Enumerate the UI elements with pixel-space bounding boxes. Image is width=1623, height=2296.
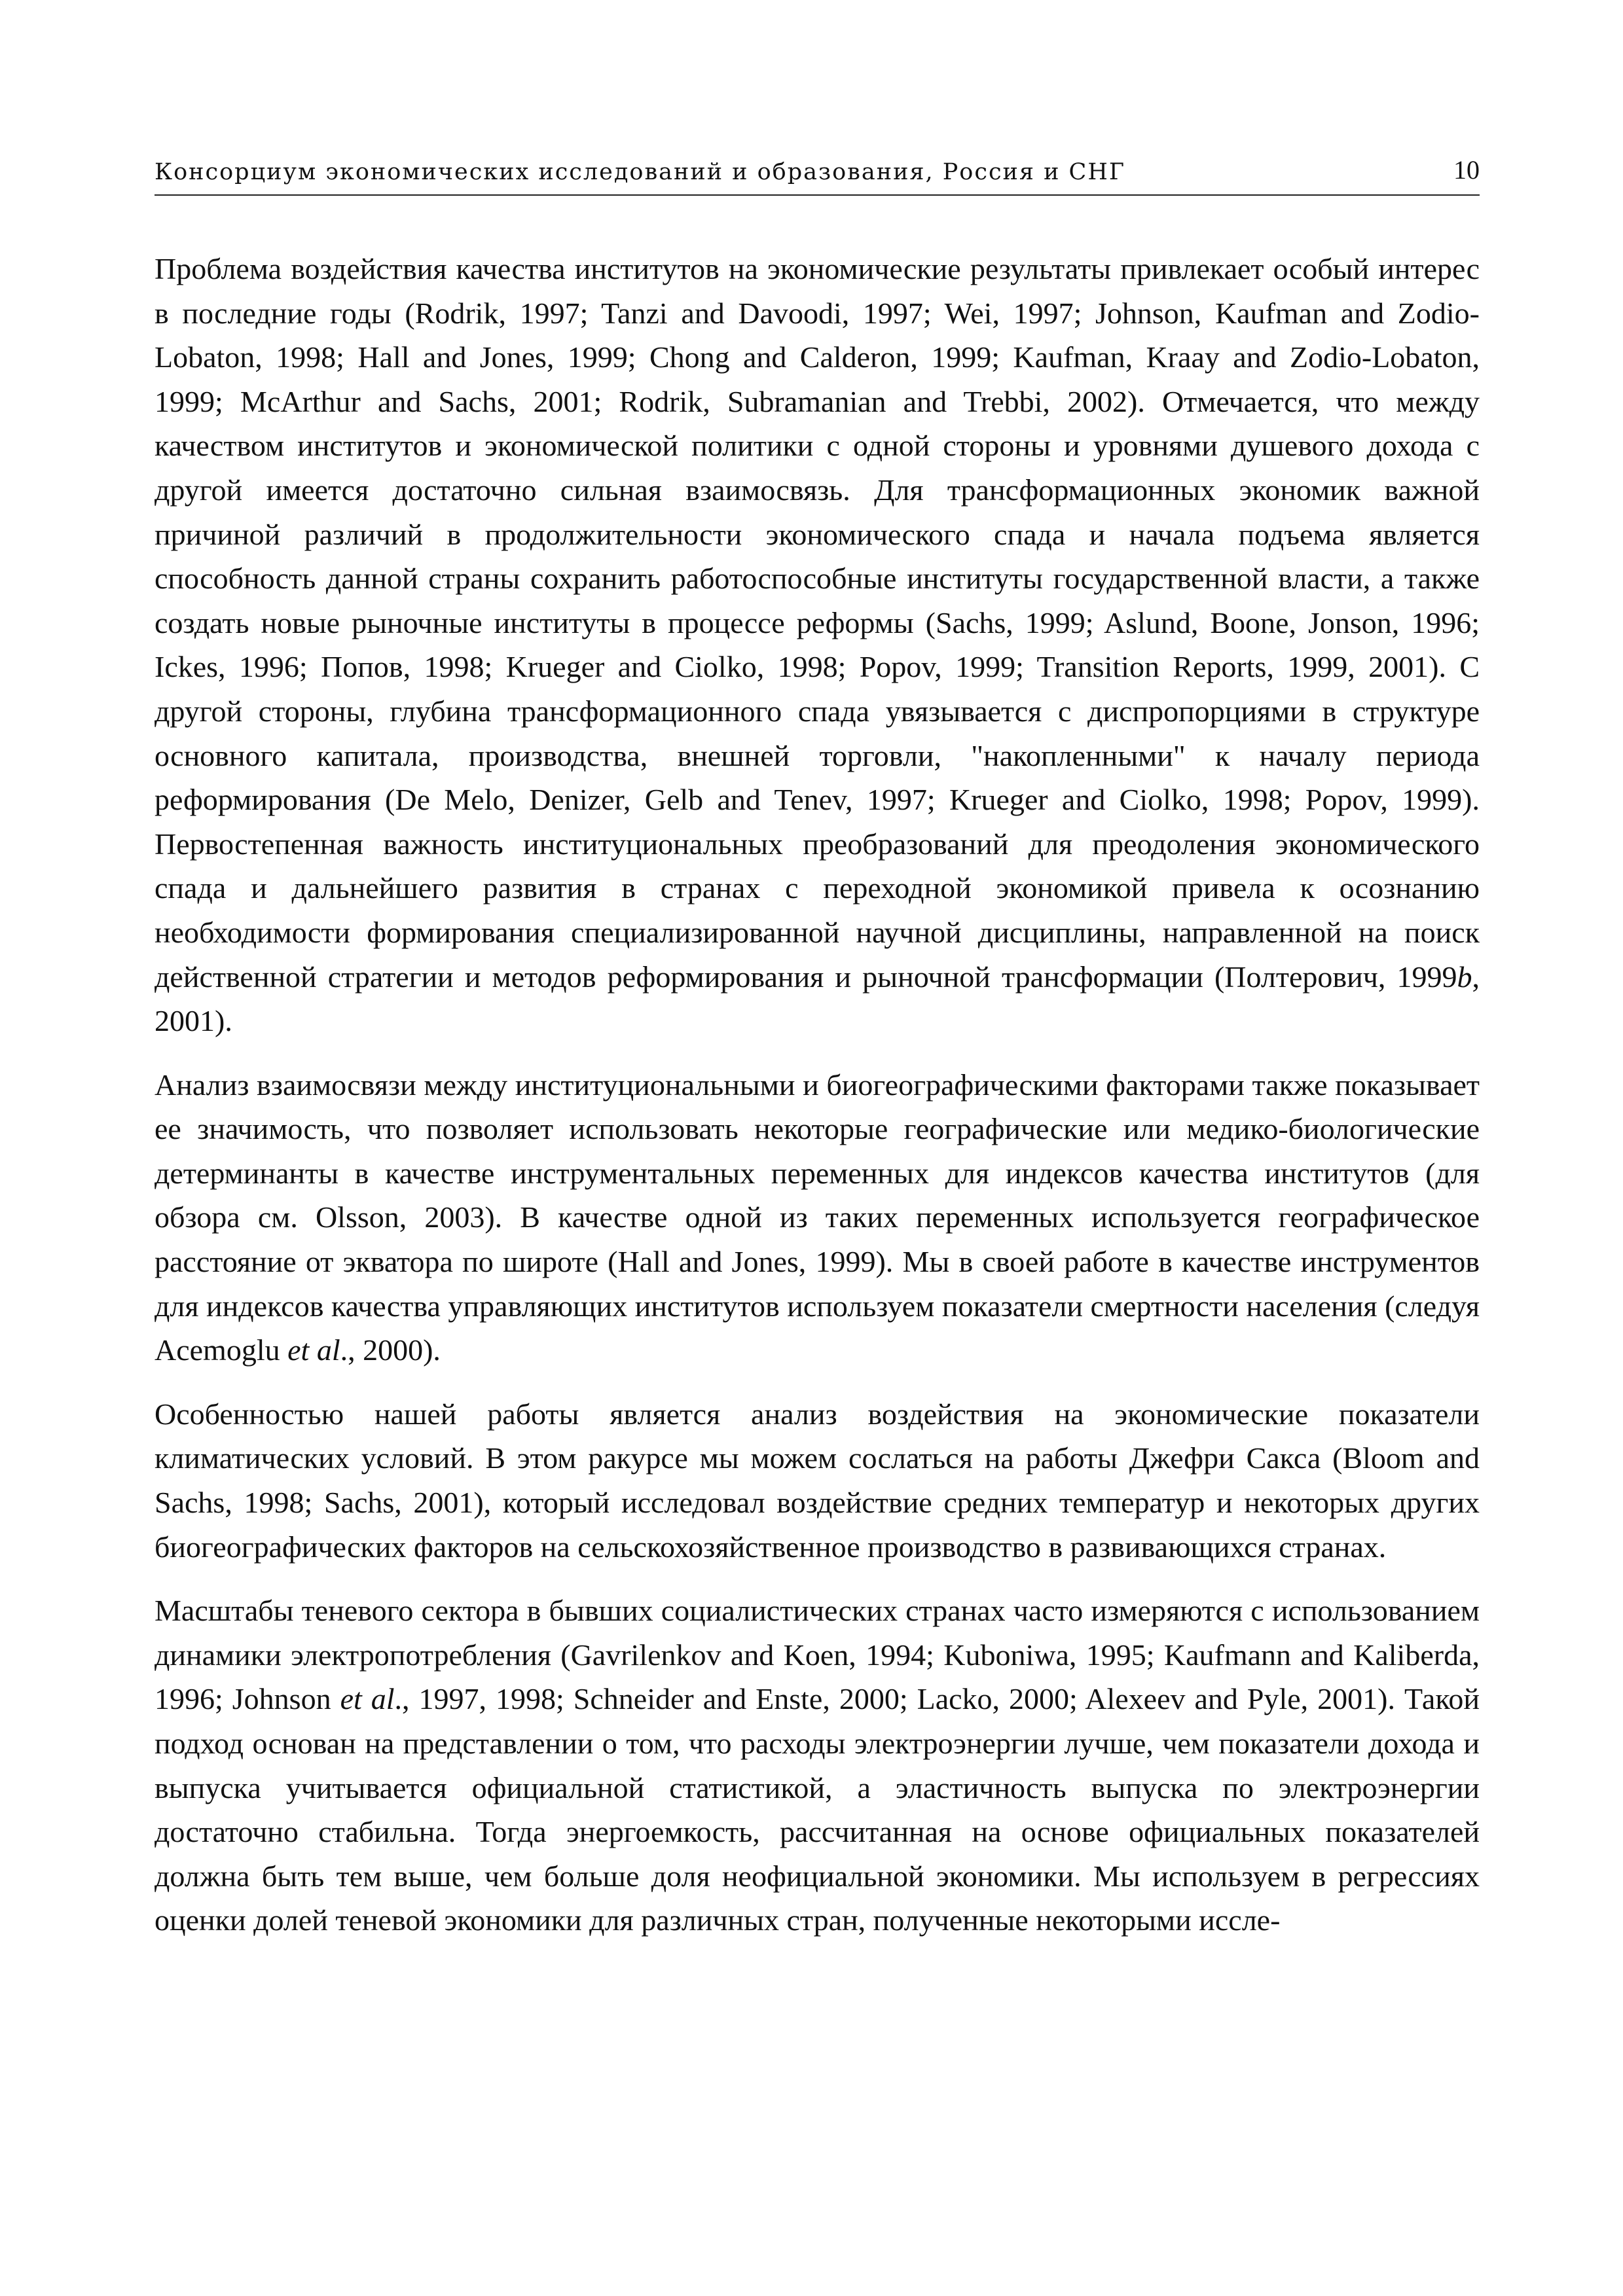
document-page [155,154,1480,1962]
paragraph-2-text-end: ., 2000). [340,1333,441,1367]
paragraph-1-text: Проблема воздействия качества институтов на экономические результаты привлекает особый интерес в последние годы (Rodrik, 1997; Tanzi and Davoodi, 1997; Wei, 1997; Johnson, Kaufman and Zodio-Lobaton, 1998; Hall and Jones, 1999; Chong and Calderon, 1999; Kaufman, Kraay and Zodio-Lobaton, 1999; McArthur and Sachs, 2001; Rodrik, Subramanian and Trebbi, 2002). Отмечается, что между качеством институтов и экономической политики с одной стороны и уровнями душевого дохода с другой имеется достаточно сильная взаимосвязь. Для трансформационных экономик важной причиной различий в продолжительности экономического спада и начала подъема является способность данной страны сохранить работоспособные институты государственной власти, а также создать новые рыночные институты в процессе реформы (Sachs, 1999; Aslund, Boone, Jonson, 1996; Ickes, 1996; Попов, 1998; Krueger and Ciolko, 1998; Popov, 1999; Transition Reports, 1999, 2001). С другой стороны, глубина трансформационного спада увязывается с диспропорциями в структуре основного капитала, производства, внешней торговли, "накопленными" к началу периода реформирования (De Melo, Denizer, Gelb and Tenev, 1997; Krueger and Ciolko, 1998; Popov, 1999). Первостепенная важность институциональных преобразований для преодоления экономического спада и дальнейшего развития в странах с переходной экономикой привела к осознанию необходимости формирования специализированной научной дисциплины, направленной на поиск действенной стратегии и методов реформирования и рыночной трансформации (Полтерович, 1999 [155,252,1480,994]
running-header [155,154,1480,196]
body-text [155,247,1480,1943]
paragraph-1 [155,247,1480,1043]
paragraph-1-italic-b: b [1457,960,1472,994]
paragraph-3-text: Особенностью нашей работы является анализ воздействия на экономические показатели климатических условий. В этом ракурсе мы можем сослаться на работы Джефри Сакса (Bloom and Sachs, 1998; Sachs, 2001), который исследовал воздействие средних температур и некоторых других биогеографических факторов на сельскохозяйственное производство в развивающихся странах. [155,1397,1480,1564]
paragraph-4-text-end: ., 1997, 1998; Schneider and Enste, 2000; Lacko, 2000; Alexeev and Pyle, 2001). Такой подход основан на представлении о том, что расходы электроэнергии лучше, чем показатели дохода и выпуска учитывается официальной статистикой, а эластичность выпуска по электроэнергии достаточно стабильна. Тогда энергоемкость, рассчитанная на основе официальных показателей должна быть тем выше, чем больше доля неофициальной экономики. Мы используем в регрессиях оценки долей теневой экономики для различных стран, полученные некоторыми иссле- [155,1682,1480,1937]
paragraph-1-text-end: , 2001). [155,960,1480,1038]
paragraph-4 [155,1588,1480,1943]
paragraph-4-text: Масштабы теневого сектора в бывших социалистических странах часто измеряются с использованием динамики электропотребления (Gavrilenkov and Koen, 1994; Kuboniwa, 1995; Kaufmann and Kaliberda, 1996; Johnson [155,1594,1480,1716]
paragraph-4-italic-etal: et al [340,1682,395,1716]
page-number: 10 [1453,155,1480,185]
paragraph-2-italic-etal: et al [287,1333,340,1367]
paragraph-3 [155,1392,1480,1569]
paragraph-2-text: Анализ взаимосвязи между институциональными и биогеографическими факторами также показывает ее значимость, что позволяет использовать некоторые географические или медико-биологические детерминанты в качестве инструментальных переменных для индексов качества институтов (для обзора см. Olsson, 2003). В качестве одной из таких переменных используется географическое расстояние от экватора по широте (Hall and Jones, 1999). Мы в своей работе в качестве инструментов для индексов качества управляющих институтов используем показатели смертности населения (следуя Acemoglu [155,1067,1480,1367]
header-title: Консорциум экономических исследований и образования, Россия и СНГ [155,159,1126,185]
paragraph-2 [155,1063,1480,1372]
